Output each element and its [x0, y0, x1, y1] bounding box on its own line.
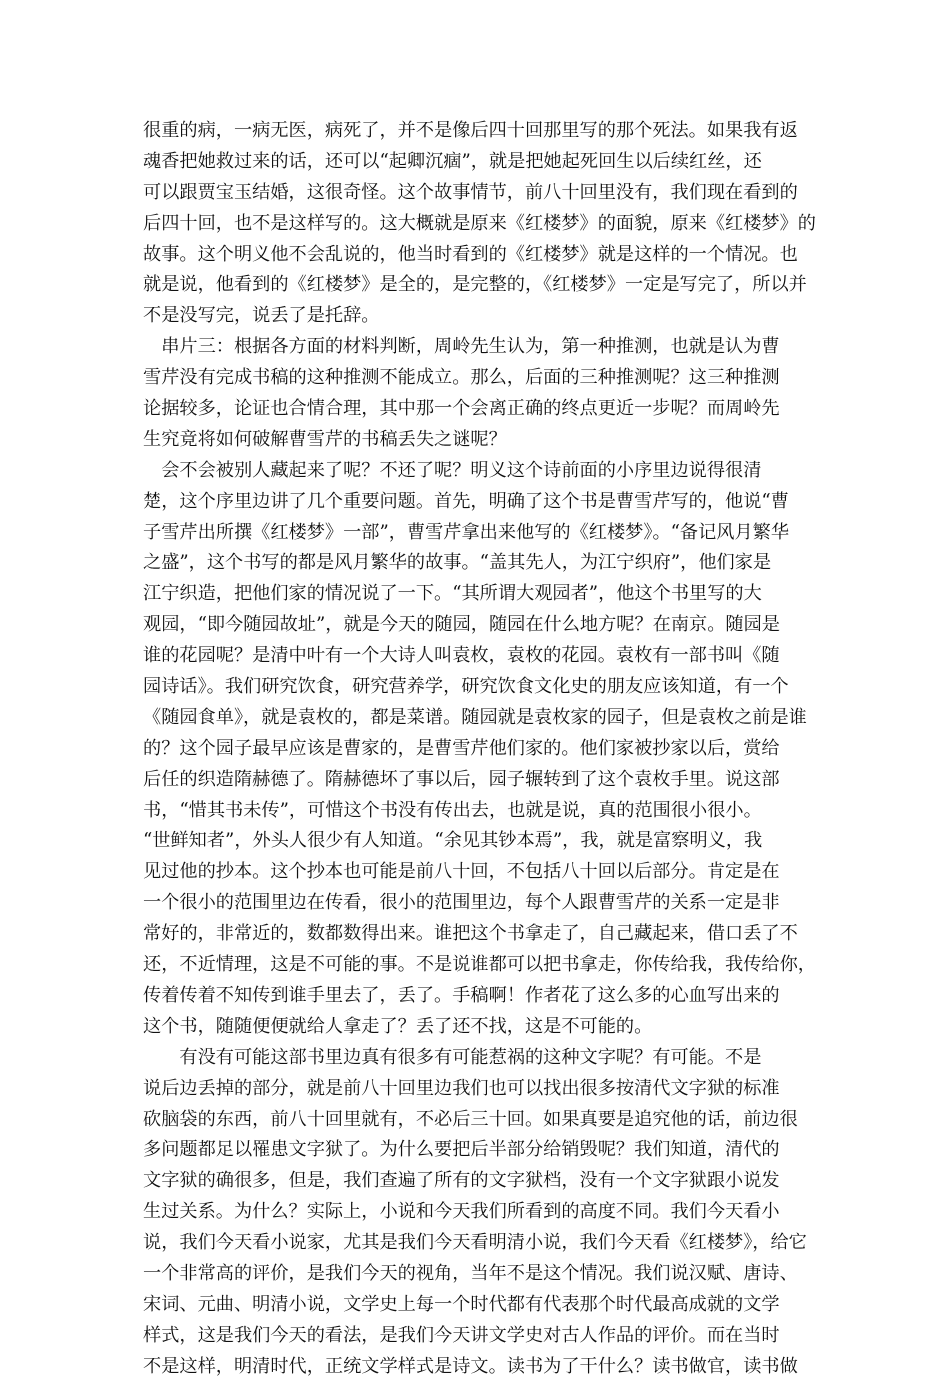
text-line: 园诗话》。我们研究饮食，研究营养学，研究饮食文化史的朋友应该知道，有一个 — [143, 676, 789, 698]
text-line: 串片三：根据各方面的材料判断，周岭先生认为，第一种推测，也就是认为曹 — [143, 336, 780, 358]
text-line: 样式，这是我们今天的看法，是我们今天讲文学史对古人作品的评价。而在当时 — [143, 1324, 780, 1346]
text-line: 江宁织造，把他们家的情况说了一下。“其所谓大观园者”，他这个书里写的大 — [143, 583, 762, 605]
text-line: 多问题都足以罹患文字狱了。为什么要把后半部分给销毁呢？我们知道，清代的 — [143, 1139, 780, 1161]
text-line: 不是没写完，说丢了是托辞。 — [143, 305, 380, 327]
text-line: 见过他的抄本。这个抄本也可能是前八十回，不包括八十回以后部分。肯定是在 — [143, 861, 780, 883]
text-line: 的？这个园子最早应该是曹家的，是曹雪芹他们家的。他们家被抄家以后，赏给 — [143, 737, 780, 759]
text-line: “世鲜知者”，外头人很少有人知道。“余见其钞本焉”，我，就是富察明义，我 — [143, 830, 763, 852]
text-line: 观园，“即今随园故址”，就是今天的随园，随园在什么地方呢？在南京。随园是 — [143, 614, 780, 636]
text-line: 谁的花园呢？是清中叶有一个大诗人叫袁枚，袁枚的花园。袁枚有一部书叫《随 — [143, 645, 780, 667]
text-line: 有没有可能这部书里边真有很多有可能惹祸的这种文字呢？有可能。不是 — [143, 1046, 762, 1068]
text-line: 还，不近情理，这是不可能的事。不是说谁都可以把书拿走，你传给我，我传给你， — [143, 954, 816, 976]
text-line: 宋词、元曲、明清小说，文学史上每一个时代都有代表那个时代最高成就的文学 — [143, 1293, 780, 1315]
text-line: 就是说，他看到的《红楼梦》是全的，是完整的，《红楼梦》一定是写完了，所以并 — [143, 274, 807, 296]
text-line: 砍脑袋的东西，前八十回里就有，不必后三十回。如果真要是追究他的话，前边很 — [143, 1108, 798, 1130]
text-line: 魂香把她救过来的话，还可以“起卿沉痼”，就是把她起死回生以后续红丝，还 — [143, 150, 762, 172]
text-line: 不是这样，明清时代，正统文学样式是诗文。读书为了干什么？读书做官，读书做 — [143, 1355, 798, 1377]
text-line: 《随园食单》，就是袁枚的，都是菜谱。随园就是袁枚家的园子，但是袁枚之前是谁 — [143, 706, 807, 728]
text-line: 生过关系。为什么？实际上，小说和今天我们所看到的高度不同。我们今天看小 — [143, 1201, 780, 1223]
text-line: 生究竟将如何破解曹雪芹的书稿丢失之谜呢？ — [143, 428, 507, 450]
text-line: 子雪芹出所撰《红楼梦》一部”，曹雪芹拿出来他写的《红楼梦》。“备记风月繁华 — [143, 521, 790, 543]
text-line: 论据较多，论证也合情合理，其中那一个会离正确的终点更近一步呢？而周岭先 — [143, 398, 780, 420]
text-line: 可以跟贾宝玉结婚，这很奇怪。这个故事情节，前八十回里没有，我们现在看到的 — [143, 181, 798, 203]
text-line: 书，“惜其书未传”，可惜这个书没有传出去，也就是说，真的范围很小很小。 — [143, 799, 762, 821]
text-line: 文字狱的确很多，但是，我们查遍了所有的文字狱档，没有一个文字狱跟小说发 — [143, 1170, 780, 1192]
text-line: 很重的病，一病无医，病死了，并不是像后四十回那里写的那个死法。如果我有返 — [143, 120, 798, 141]
text-line: 故事。这个明义他不会乱说的，他当时看到的《红楼梦》就是这样的一个情况。也 — [143, 243, 798, 265]
text-line: 楚，这个序里边讲了几个重要问题。首先，明确了这个书是曹雪芹写的，他说“曹 — [143, 490, 789, 512]
text-line: 说后边丢掉的部分，就是前八十回里边我们也可以找出很多按清代文字狱的标准 — [143, 1077, 780, 1099]
text-line: 说，我们今天看小说家，尤其是我们今天看明清小说，我们今天看《红楼梦》，给它 — [143, 1232, 807, 1254]
text-line: 这个书，随随便便就给人拿走了？丢了还不找，这是不可能的。 — [143, 1015, 653, 1037]
text-line: 之盛”，这个书写的都是风月繁华的故事。“盖其先人，为江宁织府”，他们家是 — [143, 552, 772, 574]
text-line: 一个很小的范围里边在传看，很小的范围里边，每个人跟曹雪芹的关系一定是非 — [143, 892, 780, 914]
text-line: 常好的，非常近的，数都数得出来。谁把这个书拿走了，自己藏起来，借口丢了不 — [143, 923, 798, 945]
text-line: 一个非常高的评价，是我们今天的视角，当年不是这个情况。我们说汉赋、唐诗、 — [143, 1262, 798, 1284]
text-line: 后任的织造隋赫德了。隋赫德坏了事以后，园子辗转到了这个袁枚手里。说这部 — [143, 768, 780, 790]
document-body — [143, 116, 816, 1383]
text-line: 后四十回，也不是这样写的。这大概就是原来《红楼梦》的面貌，原来《红楼梦》的 — [143, 212, 816, 234]
text-line: 雪芹没有完成书稿的这种推测不能成立。那么，后面的三种推测呢？这三种推测 — [143, 367, 780, 389]
text-line: 传着传着不知传到谁手里去了，丢了。手稿啊！作者花了这么多的心血写出来的 — [143, 984, 780, 1006]
text-line: 会不会被别人藏起来了呢？不还了呢？明义这个诗前面的小序里边说得很清 — [143, 459, 762, 481]
